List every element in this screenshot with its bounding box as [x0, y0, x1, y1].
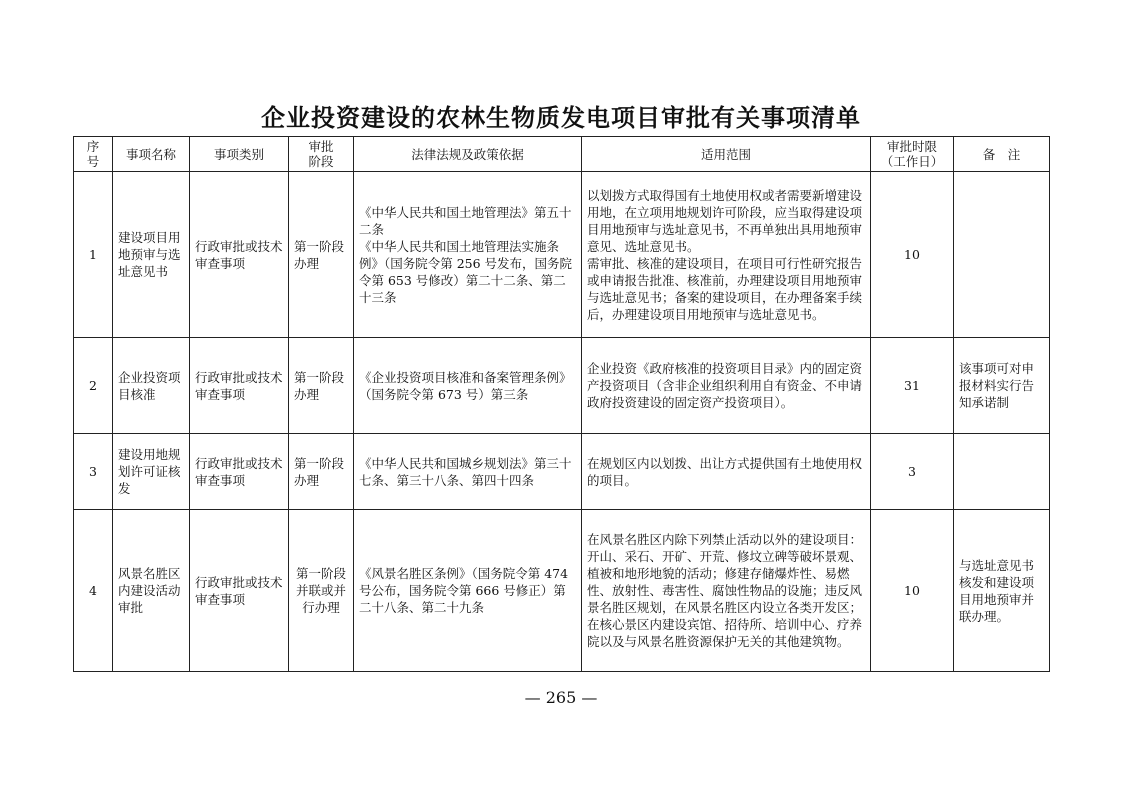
- row-limit: 31: [871, 338, 954, 434]
- header-limit: 审批时限 （工作日）: [871, 137, 954, 172]
- header-basis: 法律法规及政策依据: [354, 137, 582, 172]
- header-stage: 审批 阶段: [289, 137, 354, 172]
- row-scope: 以划拨方式取得国有土地使用权或者需要新增建设用地，在立项用地规划许可阶段，应当取得建设项目用地预审与选址意见书，不再单独出具用地预审意见、选址意见书。 需审批、核准的建设项目，在项目可行性研究报告或申请报告批准、核准前，办理建设项目用地预审与选址意见书；备案的建设项目，在办理备案手续后，办理建设项目用地预审与选址意见书。: [582, 172, 871, 338]
- row-basis: 《风景名胜区条例》（国务院令第 474 号公布，国务院令第 666 号修正）第二十八条、第二十九条: [354, 510, 582, 672]
- row-limit: 10: [871, 172, 954, 338]
- row-limit: 10: [871, 510, 954, 672]
- row-seq: 3: [74, 434, 113, 510]
- row-name: 建设用地规划许可证核发: [113, 434, 190, 510]
- row-scope: 在风景名胜区内除下列禁止活动以外的建设项目：开山、采石、开矿、开荒、修坟立碑等破坏景观、植被和地形地貌的活动；修建存储爆炸性、易燃性、放射性、毒害性、腐蚀性物品的设施；违反风景名胜区规划，在风景名胜区内设立各类开发区；在核心景区内建设宾馆、招待所、培训中心、疗养院以及与风景名胜资源保护无关的其他建筑物。: [582, 510, 871, 672]
- items-table: [73, 136, 1050, 672]
- header-category: 事项类别: [190, 137, 289, 172]
- page-number: — 265 —: [524, 688, 598, 707]
- row-stage: 第一阶段办理: [289, 434, 354, 510]
- row-category: 行政审批或技术审查事项: [190, 434, 289, 510]
- row-stage: 第一阶段并联或并行办理: [289, 510, 354, 672]
- row-name: 企业投资项目核准: [113, 338, 190, 434]
- row-note: [954, 434, 1050, 510]
- row-seq: 1: [74, 172, 113, 338]
- row-name: 风景名胜区内建设活动审批: [113, 510, 190, 672]
- row-basis: 《中华人民共和国城乡规划法》第三十七条、第三十八条、第四十四条: [354, 434, 582, 510]
- row-category: 行政审批或技术审查事项: [190, 172, 289, 338]
- row-stage: 第一阶段办理: [289, 338, 354, 434]
- header-note: 备 注: [954, 137, 1050, 172]
- row-basis: 《企业投资项目核准和备案管理条例》（国务院令第 673 号）第三条: [354, 338, 582, 434]
- row-scope: 在规划区内以划拨、出让方式提供国有土地使用权的项目。: [582, 434, 871, 510]
- row-limit: 3: [871, 434, 954, 510]
- row-basis: 《中华人民共和国土地管理法》第五十二条 《中华人民共和国土地管理法实施条例》（国务院令第 256 号发布，国务院令第 653 号修改）第二十二条、第二十三条: [354, 172, 582, 338]
- row-stage: 第一阶段办理: [289, 172, 354, 338]
- row-category: 行政审批或技术审查事项: [190, 510, 289, 672]
- table-row: [74, 172, 1050, 338]
- table-row: [74, 434, 1050, 510]
- row-seq: 2: [74, 338, 113, 434]
- table-header-row: [74, 137, 1050, 172]
- table-row: [74, 338, 1050, 434]
- header-name: 事项名称: [113, 137, 190, 172]
- row-note: [954, 172, 1050, 338]
- row-seq: 4: [74, 510, 113, 672]
- row-name: 建设项目用地预审与选址意见书: [113, 172, 190, 338]
- table-row: [74, 510, 1050, 672]
- row-note: 与选址意见书核发和建设项目用地预审并联办理。: [954, 510, 1050, 672]
- page-title: 企业投资建设的农林生物质发电项目审批有关事项清单: [261, 104, 861, 132]
- row-scope: 企业投资《政府核准的投资项目目录》内的固定资产投资项目（含非企业组织利用自有资金、不申请政府投资建设的固定资产投资项目）。: [582, 338, 871, 434]
- row-category: 行政审批或技术审查事项: [190, 338, 289, 434]
- header-scope: 适用范围: [582, 137, 871, 172]
- row-note: 该事项可对申报材料实行告知承诺制: [954, 338, 1050, 434]
- header-seq: 序 号: [74, 137, 113, 172]
